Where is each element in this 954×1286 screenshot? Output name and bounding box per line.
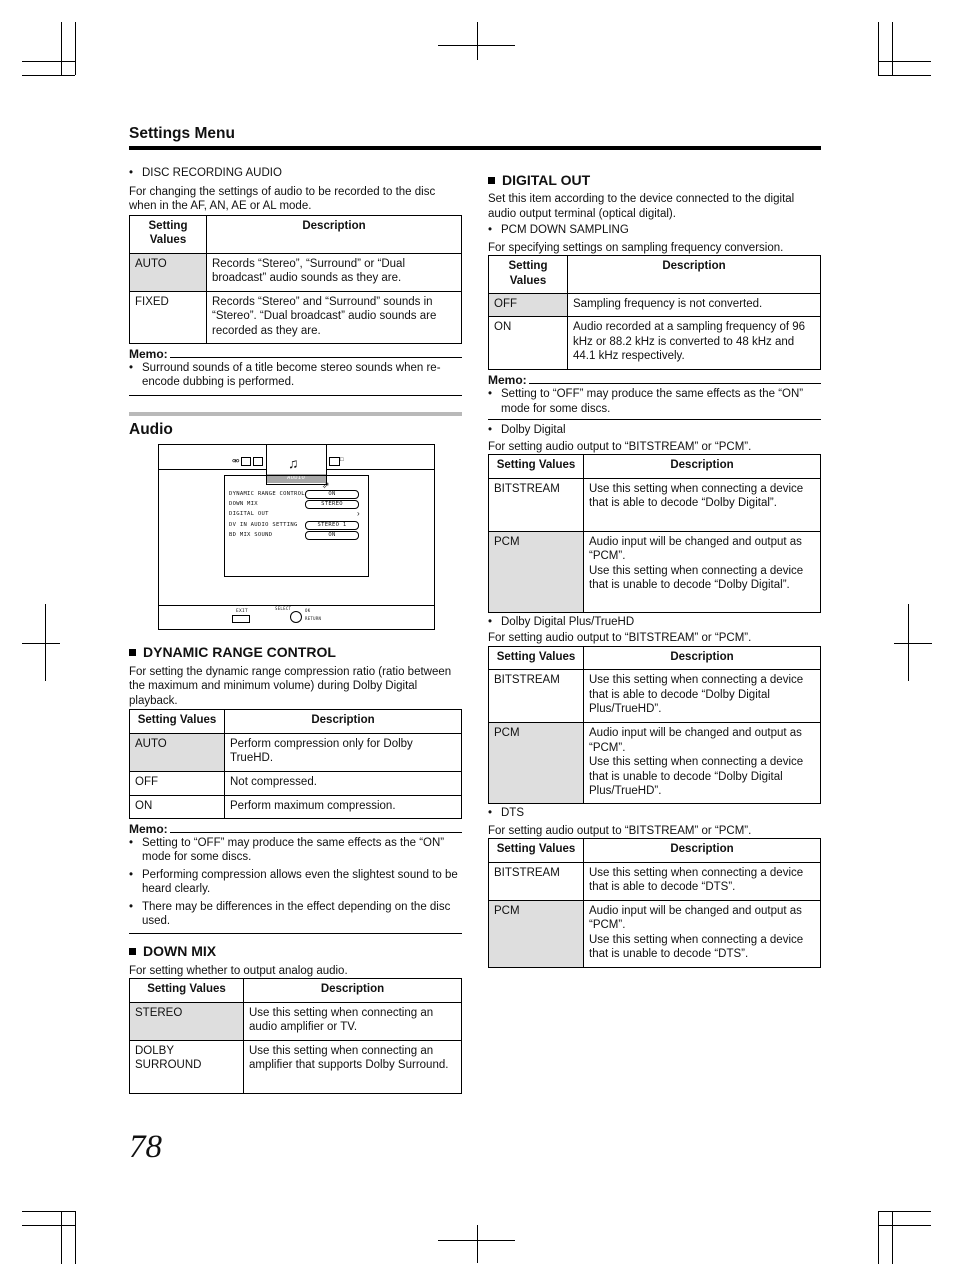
dynamic-range-intro: For setting the dynamic range compression ratio (ratio between the maximum and minimum volume) during Dolby Digital playback.: [129, 665, 452, 707]
table-row: PCM Audio input will be changed and output as “PCM”. Use this setting when connecting a device that is unable to decode “Dolby Digital Plus/TrueHD”.: [489, 723, 821, 804]
left-column: [129, 166, 462, 1094]
dynamic-range-table: Setting Values Description AUTO Perform compression only for Dolby TrueHD. OFF Not compressed. ON Perform maximum compression.: [129, 709, 462, 819]
pcm-down-intro: For specifying settings on sampling frequency conversion.: [488, 241, 784, 254]
table-row: BITSTREAM Use this setting when connecting a device that is able to decode “Dolby Digital”.: [489, 478, 821, 531]
audio-tab-label: AUDIO: [287, 474, 306, 481]
menu-value: STEREO: [305, 500, 359, 509]
table-row: AUTO Records “Stereo”, “Surround” or “Dual broadcast” audio sounds as they are.: [130, 253, 462, 291]
disc-recording-audio-bullet: • DISC RECORDING AUDIO: [129, 166, 462, 181]
exit-key: [232, 615, 250, 623]
dts-table: Setting Values Description BITSTREAM Use this setting when connecting a device that is able to decode “DTS”. PCM Audio input will be changed and output as “PCM”. Use this setting when connecting a device that is unable to decode “DTS”.: [488, 838, 821, 968]
menu-value: ON: [305, 531, 359, 540]
down-mix-intro: For setting whether to output analog audio.: [129, 964, 348, 977]
header-rule: [129, 146, 821, 150]
table-row: ON Audio recorded at a sampling frequency of 96 kHz or 88.2 kHz is converted to 48 kHz and 44.1 kHz respectively.: [489, 317, 821, 370]
display-icon: [253, 457, 263, 466]
menu-item: DOWN MIX: [229, 500, 258, 507]
memo-heading: Memo:: [129, 347, 462, 361]
pcm-down-bullet: • PCM DOWN SAMPLING: [488, 223, 821, 238]
table-header: Setting Values: [130, 215, 207, 253]
disc-recording-audio-intro: For changing the settings of audio to be recorded to the disc when in the AF, AN, AE or AL mode.: [129, 185, 436, 212]
memo-body: • Setting to “OFF” may produce the same effects as the “ON” mode for some discs. • Performing compression allows even the slightest sound to be heard clearly. • There may be differences in the effect depending on the disc used.: [129, 836, 462, 934]
select-label: SELECT: [275, 605, 292, 611]
table-row: DOLBY SURROUND Use this setting when connecting an amplifier that supports Dolby Surround.: [130, 1040, 462, 1093]
digital-out-intro: Set this item according to the device connected to the digital audio output terminal (optical digital).: [488, 193, 795, 220]
pcm-down-table: Setting Values Description OFF Sampling frequency is not converted. ON Audio recorded at a sampling frequency of 96 kHz or 88.2 kHz is converted to 48 kHz and 44.1 kHz respectively.: [488, 255, 821, 370]
table-row: PCM Audio input will be changed and output as “PCM”. Use this setting when connecting a device that is unable to decode “DTS”.: [489, 900, 821, 967]
table-row: BITSTREAM Use this setting when connecting a device that is able to decode “DTS”.: [489, 862, 821, 900]
table-row: AUTO Perform compression only for Dolby TrueHD.: [130, 733, 462, 771]
connect-icon: □: [340, 456, 344, 463]
table-row: ON Perform maximum compression.: [130, 795, 462, 818]
tool-icon: ⚮: [232, 455, 240, 466]
menu-value: ON: [305, 490, 359, 499]
menu-item: DIGITAL OUT: [229, 510, 269, 517]
music-note-icon: ♫: [288, 454, 299, 471]
network-icon: [329, 457, 340, 466]
exit-label: EXIT: [236, 608, 249, 614]
page-number: 78: [129, 1129, 162, 1165]
audio-section-bar: [129, 412, 462, 416]
memo-body: • Surround sounds of a title become stereo sounds when re-encode dubbing is performed.: [129, 361, 462, 396]
chevron-right-icon: ›: [357, 508, 360, 518]
dynamic-range-heading: DYNAMIC RANGE CONTROL: [129, 644, 462, 661]
picture-icon: [241, 457, 251, 466]
disc-recording-audio-table: [129, 215, 462, 344]
dolby-plus-bullet: • Dolby Digital Plus/TrueHD: [488, 615, 821, 630]
dts-intro: For setting audio output to “BITSTREAM” or “PCM”.: [488, 824, 752, 837]
audio-menu-screenshot: [158, 444, 435, 630]
right-column: [488, 172, 821, 968]
cursor-icon: ⇗: [322, 479, 330, 490]
page-title: Settings Menu: [129, 125, 235, 142]
ok-label: OK: [305, 607, 311, 613]
dolby-plus-intro: For setting audio output to “BITSTREAM” or “PCM”.: [488, 632, 752, 644]
audio-section-title: Audio: [129, 420, 173, 438]
table-row: OFF Sampling frequency is not converted.: [489, 294, 821, 317]
down-mix-heading: DOWN MIX: [129, 943, 462, 960]
table-row: PCM Audio input will be changed and output as “PCM”. Use this setting when connecting a device that is unable to decode “Dolby Digital”.: [489, 531, 821, 612]
menu-item: DV IN AUDIO SETTING: [229, 521, 298, 528]
menu-item: BD MIX SOUND: [229, 531, 273, 538]
digital-out-heading: DIGITAL OUT: [488, 172, 821, 189]
table-row: BITSTREAM Use this setting when connecting a device that is able to decode “Dolby Digital Plus/TrueHD”.: [489, 670, 821, 723]
return-label: RETURN: [305, 615, 322, 621]
table-row: OFF Not compressed.: [130, 771, 462, 795]
memo-heading: Memo:: [488, 373, 821, 387]
table-row: FIXED Records “Stereo” and “Surround” sounds in “Stereo”. “Dual broadcast” audio sounds are recorded as they are.: [130, 291, 462, 343]
menu-item: DYNAMIC RANGE CONTROL: [229, 490, 305, 497]
dts-bullet: • DTS: [488, 806, 821, 821]
dolby-digital-intro: For setting audio output to “BITSTREAM” or “PCM”.: [488, 440, 752, 453]
dpad-icon: [290, 611, 302, 623]
table-row: STEREO Use this setting when connecting an audio amplifier or TV.: [130, 1002, 462, 1040]
memo-heading: Memo:: [129, 822, 462, 836]
table-header: Description: [207, 215, 462, 253]
memo-body: • Setting to “OFF” may produce the same effects as the “ON” mode for some discs.: [488, 387, 821, 420]
dolby-digital-bullet: • Dolby Digital: [488, 423, 821, 438]
dolby-plus-table: Setting Values Description BITSTREAM Use this setting when connecting a device that is able to decode “Dolby Digital Plus/TrueHD”. PCM Audio input will be changed and output as “PCM”. Use this setting when connecting a device that is unable to decode “Dolby Digital Plus/TrueHD”.: [488, 646, 821, 805]
dolby-digital-table: Setting Values Description BITSTREAM Use this setting when connecting a device that is able to decode “Dolby Digital”. PCM Audio input will be changed and output as “PCM”. Use this setting when connecting a device that is unable to decode “Dolby Digital”.: [488, 454, 821, 613]
down-mix-table: Setting Values Description STEREO Use this setting when connecting an audio amplifier or TV. DOLBY SURROUND Use this setting when connecting an amplifier that supports Dolby Surround.: [129, 978, 462, 1094]
menu-value: STEREO 1: [305, 521, 359, 530]
menu-panel: [224, 475, 369, 577]
